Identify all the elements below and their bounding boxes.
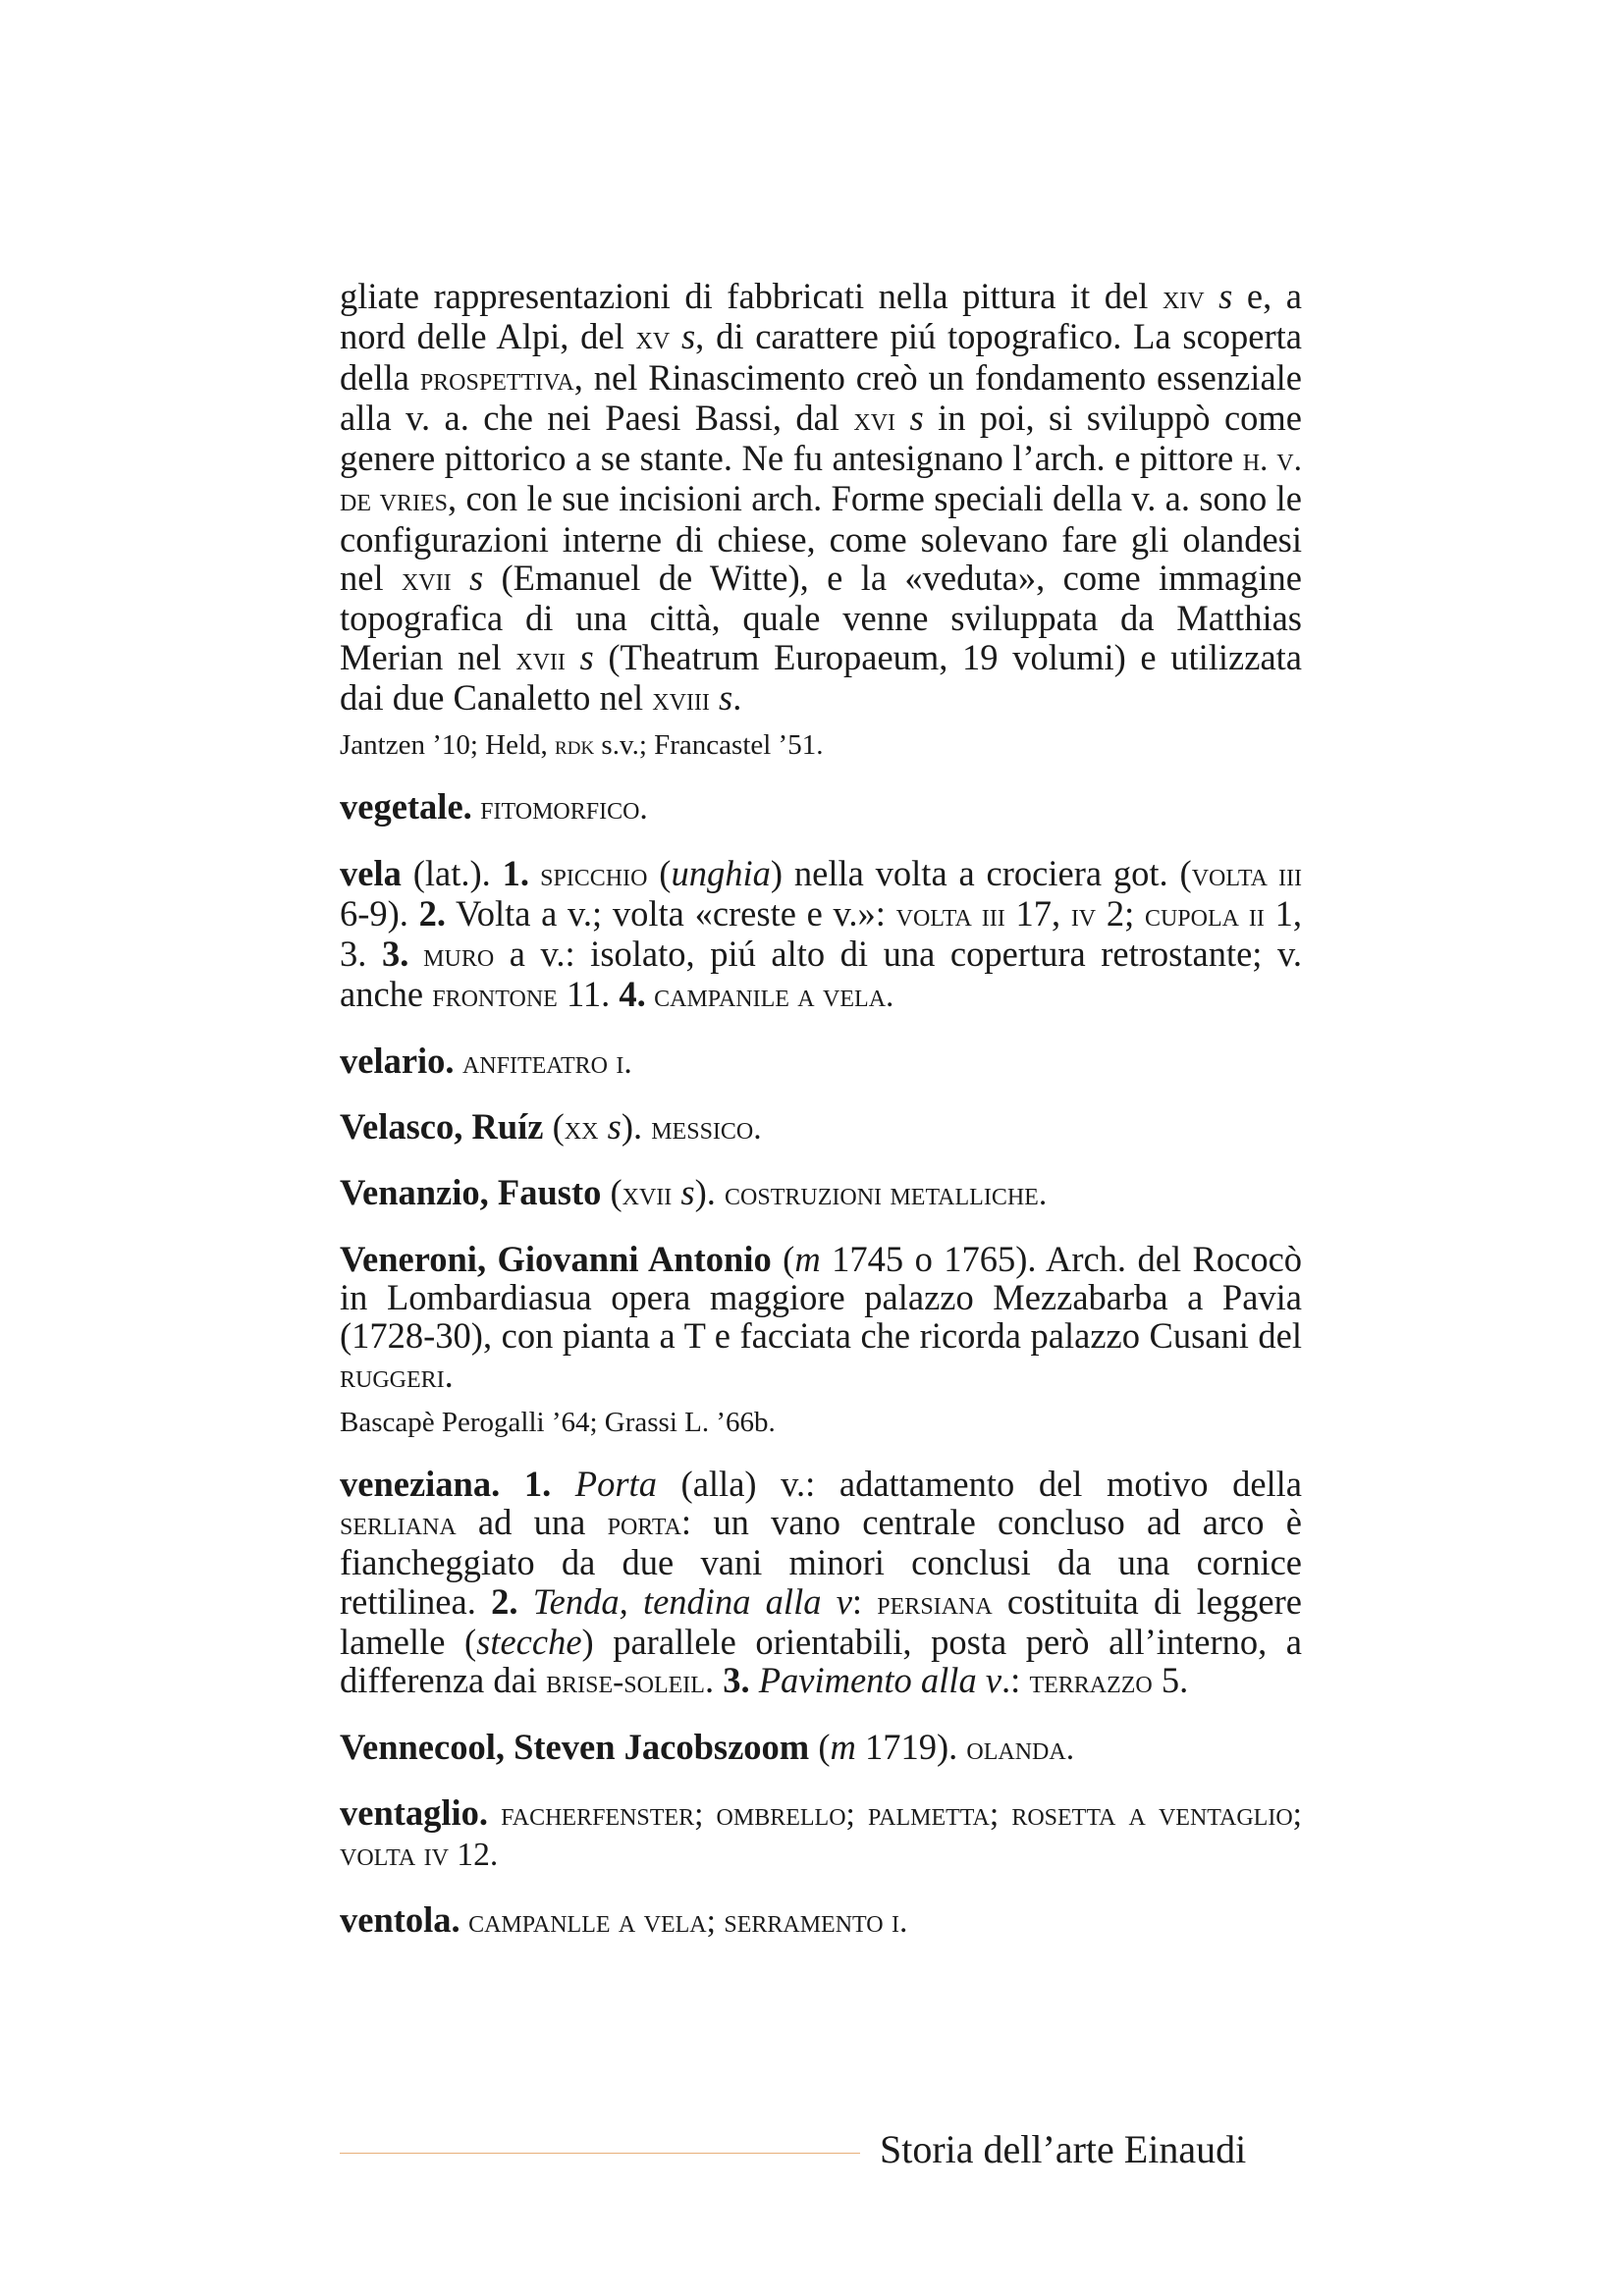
entry-vela: vela (lat.). 1. spicchio (unghia) nella volta a crociera got. (volta iii 6-9). 2. Volta a v.; volta «creste e v.»: volta iii 17, iv 2; cupola ii 1, 3. 3. muro a v.: isolato, piú alto di una copertura retrostante; v. anche frontone 11. 4. campanile a vela. xyxy=(340,852,1303,1015)
headword: Veneroni, Giovanni Antonio xyxy=(340,1238,772,1279)
entry-continuation: gliate rappresentazioni di fabbricati nella pittura it del xiv s e, a nord delle Alpi, del xv s, di carattere piú topografico. La scoperta della prospettiva, nel Rinascimento creò un fondamento essenziale alla v. a. che nei Paesi Bassi, dal xvi s in poi, si sviluppò come genere pittorico a se stante. Ne fu antesignano l’arch. e pittore h. v. de vries, con le sue incisioni arch. Forme speciali della v. a. sono le configurazioni interne di chiese, come solevano fare gli olandesi nel xvii s (Emanuel de Witte), e la «veduta», come immagine topografica di una città, quale venne sviluppata da Matthias Merian nel xvii s (Theatrum Europaeum, 19 volumi) e utilizzata dai due Canaletto nel xviii s. xyxy=(340,276,1303,718)
entry-ventola: ventola. campanlle a vela; serramento i. xyxy=(340,1898,908,1940)
headword: ventaglio. xyxy=(340,1791,489,1833)
bibliography-veneroni: Bascapè Perogalli ’64; Grassi L. ’66b. xyxy=(340,1406,776,1438)
headword: vela xyxy=(340,852,402,893)
headword: veneziana. xyxy=(340,1463,501,1504)
entry-vegetale: vegetale. fitomorfico. xyxy=(340,786,648,828)
entry-ventaglio: ventaglio. facherfenster; ombrello; palmetta; rosetta a ventaglio; volta iv 12. xyxy=(340,1791,1302,1874)
headword: Venanzio, Fausto xyxy=(340,1172,602,1213)
text-column xyxy=(340,277,1302,1941)
entry-velasco: Velasco, Ruíz (xx s). messico. xyxy=(340,1106,762,1148)
entry-velario: velario. anfiteatro i. xyxy=(340,1040,632,1081)
headword: Velasco, Ruíz xyxy=(340,1106,544,1148)
entry-vennecool: Vennecool, Steven Jacobszoom (m 1719). olanda. xyxy=(340,1726,1075,1767)
entry-veneziana: veneziana. 1. Porta (alla) v.: adattamento del motivo della serliana ad una porta: un vano centrale concluso ad arco è fiancheggiato da due vani minori conclusi da una cornice rettilinea. 2. Tenda, tendina alla v: persiana costituita di leggere lamelle (stecche) parallele orientabili, posta però all’interno, a differenza dai brise-soleil. 3. Pavimento alla v.: terrazzo 5. xyxy=(340,1463,1303,1701)
footer-title: Storia dell’arte Einaudi xyxy=(880,2127,1247,2171)
footer-divider xyxy=(340,2153,860,2154)
bibliography-continuation: Jantzen ’10; Held, rdk s.v.; Francastel ’51. xyxy=(340,729,824,762)
headword: Vennecool, Steven Jacobszoom xyxy=(340,1726,810,1767)
entry-veneroni: Veneroni, Giovanni Antonio (m 1745 o 1765). Arch. del Rococò in Lombardiasua opera maggiore palazzo Mezzabarba a Pavia (1728-30), con pianta a T e facciata che ricorda palazzo Cusani del ruggeri. xyxy=(340,1238,1303,1395)
headword: ventola. xyxy=(340,1898,460,1940)
entry-venanzio: Venanzio, Fausto (xvii s). costruzioni metalliche. xyxy=(340,1172,1048,1213)
headword: velario. xyxy=(340,1040,455,1081)
headword: vegetale. xyxy=(340,786,472,828)
